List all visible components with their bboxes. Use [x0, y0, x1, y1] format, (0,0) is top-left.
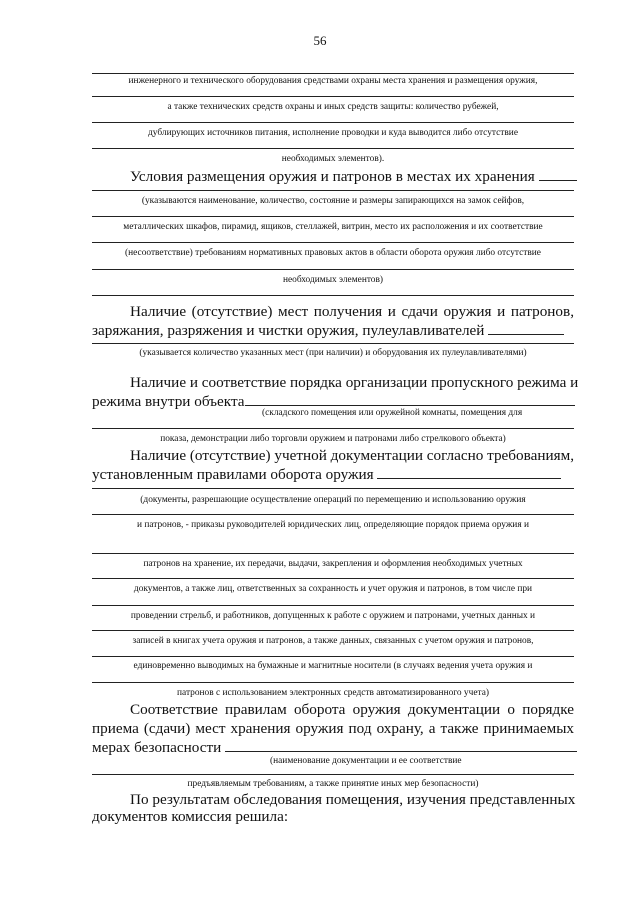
paragraph-line: По результатам обследования помещения, изучения представленных — [130, 791, 576, 808]
paragraph-line: Наличие (отсутствие) мест получения и сдачи оружия и патронов, — [130, 303, 574, 320]
note-line: патронов с использованием электронных средств автоматизированного учета) — [177, 688, 489, 698]
fill-line — [92, 96, 574, 97]
fill-line — [92, 774, 574, 775]
fill-line — [92, 269, 574, 270]
paragraph-access-regime — [92, 373, 579, 392]
note-line: необходимых элементов) — [282, 275, 384, 285]
fill-line — [92, 73, 574, 74]
note-line: документов, а также лиц, ответственных за сохранность и учет оружия и патронов, в том числе при — [133, 584, 533, 594]
note-line: необходимых элементов). — [281, 154, 385, 164]
fill-line — [92, 488, 574, 489]
note-line: записей в книгах учета оружия и патронов, а также данных, связанных с учетом оружия и патронов, — [132, 636, 534, 646]
fill-blank — [245, 392, 575, 406]
fill-line — [92, 656, 574, 657]
note-line: показа, демонстрации либо торговли оружием и патронами либо стрелкового объекта) — [160, 434, 506, 444]
note-line: (указывается количество указанных мест (при наличии) и оборудования их пулеулавливателями) — [139, 348, 527, 358]
note-line: (указываются наименование, количество, состояние и размеры запирающихся на замок сейфов, — [141, 196, 525, 206]
note-line: предъявляемым требованиям, а также принятие иных мер безопасности) — [187, 779, 479, 789]
fill-line — [92, 343, 574, 344]
paragraph-guard-docs — [92, 700, 574, 719]
fill-line — [92, 122, 574, 123]
fill-line — [92, 190, 574, 191]
fill-blank — [488, 321, 564, 335]
page-number: 56 — [313, 33, 327, 48]
paragraph-line: Соответствие правилам оборота оружия документации о порядке — [130, 701, 574, 718]
note-line: инженерного и технического оборудования средствами охраны места хранения и размещения оружия, — [128, 76, 538, 86]
fill-line — [92, 216, 574, 217]
note-line: проведении стрельб, и работников, допущенных к работе с оружием и патронами, учетных данных и — [130, 611, 536, 621]
fill-line — [92, 148, 574, 149]
fill-line — [92, 514, 574, 515]
paragraph-line: приема (сдачи) мест хранения оружия под охрану, а также принимаемых — [92, 720, 574, 737]
note-line: дублирующих источников питания, исполнение проводки и куда выводится либо отсутствие — [148, 128, 518, 138]
note-line: и патронов, - приказы руководителей юридических лиц, определяющие порядок приема оружия и — [136, 520, 529, 530]
fill-line — [92, 578, 574, 579]
fill-line — [92, 428, 574, 429]
fill-line — [92, 242, 574, 243]
note-line: единовременно выводимых на бумажные и магнитные носители (в случаях ведения учета оружия и — [133, 661, 533, 671]
note-line: (несоответствие) требованиям нормативных правовых актов в области оборота оружия либо отсутствие — [125, 248, 541, 258]
note-line: металлических шкафов, пирамид, ящиков, стеллажей, витрин, место их расположения и их соответствие — [123, 222, 543, 232]
paragraph-line-wrap — [92, 719, 574, 738]
paragraph-line: мерах безопасности — [92, 738, 577, 757]
paragraph-line: установленным правилами оборота оружия — [92, 465, 561, 484]
paragraph-line: Наличие и соответствие порядка организации пропускного режима и — [130, 374, 579, 391]
note-line: (складского помещения или оружейной комнаты, помещения для — [262, 408, 523, 418]
fill-line — [92, 553, 574, 554]
fill-blank — [377, 465, 561, 479]
paragraph-receiving-places — [92, 302, 574, 321]
paragraph-line: документов комиссия решила: — [92, 808, 289, 825]
fill-blank — [225, 738, 577, 752]
paragraph-accounting-docs — [92, 446, 574, 465]
note-line: патронов на хранение, их передачи, выдачи, закрепления и оформления необходимых учетных — [143, 559, 523, 569]
fill-line — [92, 295, 574, 296]
paragraph-line: Наличие (отсутствие) учетной документации согласно требованиям, — [130, 447, 574, 464]
fill-line — [92, 682, 574, 683]
paragraph-line: режима внутри объекта — [92, 392, 575, 411]
paragraph-line: заряжания, разряжения и чистки оружия, пулеулавливателей — [92, 321, 564, 340]
section-heading-storage-conditions: Условия размещения оружия и патронов в местах их хранения — [130, 167, 577, 186]
fill-line — [92, 605, 574, 606]
fill-blank — [539, 167, 577, 181]
note-line: (наименование документации и ее соответствие — [270, 756, 462, 766]
note-line: (документы, разрешающие осуществление операций по перемещению и использованию оружия — [140, 495, 526, 505]
fill-line — [92, 630, 574, 631]
note-line: а также технических средств охраны и иных средств защиты: количество рубежей, — [167, 102, 499, 112]
